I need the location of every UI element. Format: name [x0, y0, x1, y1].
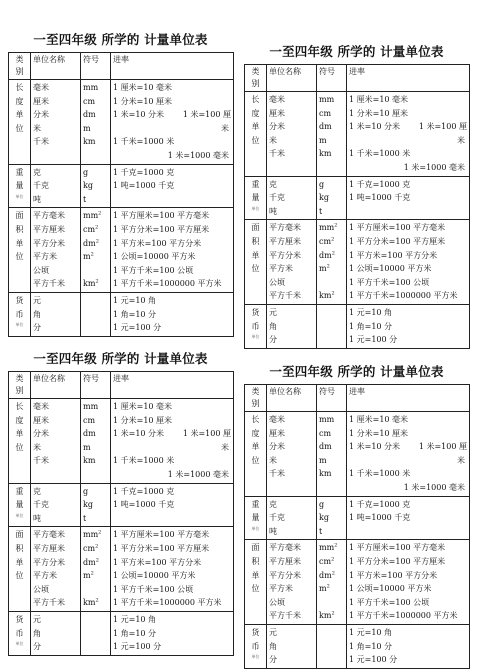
unit-table	[8, 52, 234, 337]
money-row	[9, 292, 234, 336]
header-row	[9, 372, 234, 399]
area-rates: 1 平方厘米=100 平方毫米 1 平方分米=100 平方厘米 1 平方米=100 平方分米 1 公顷=10000 平方米 1 平方千米=100 公顷 1 平方千米=1000000 平方米	[111, 527, 234, 612]
weight-category: 重 量 单位	[9, 483, 31, 527]
weight-rates: 1 千克=1000 克 1 吨=1000 千克	[111, 164, 234, 208]
money-rates: 1 元=10 角 1 角=10 分 1 元=100 分	[347, 304, 470, 348]
header-rate: 进率	[347, 65, 470, 92]
length-category: 长 度 单 位	[9, 80, 31, 165]
header-rate: 进率	[111, 372, 234, 399]
weight-row	[245, 496, 470, 540]
money-names: 元 角 分	[31, 611, 81, 655]
weight-names: 克 千克 吨	[31, 483, 81, 527]
money-row	[245, 304, 470, 348]
unit-table	[244, 384, 470, 669]
area-category: 面 积 单 位	[245, 220, 267, 305]
money-rates: 1 元=10 角 1 角=10 分 1 元=100 分	[111, 292, 234, 336]
header-name: 单位名称	[267, 65, 317, 92]
weight-category: 重 量 单位	[245, 496, 267, 540]
area-rates: 1 平方厘米=100 平方毫米 1 平方分米=100 平方厘米 1 平方米=100 平方分米 1 公顷=10000 平方米 1 平方千米=100 公顷 1 平方千米=1000000 平方米	[347, 540, 470, 625]
length-rates: 1 厘米=10 毫米 1 分米=10 厘米 1 米=10 分米 1 米=100 厘 米 1 千米=1000 米 1 米=1000 毫米	[347, 412, 470, 497]
length-names: 毫米 厘米 分米 米 千米	[267, 412, 317, 497]
length-names: 毫米 厘米 分米 米 千米	[267, 92, 317, 177]
area-row	[245, 220, 470, 305]
area-row	[9, 208, 234, 293]
weight-category: 重 量 单位	[9, 164, 31, 208]
header-symbol: 符号	[81, 53, 111, 80]
money-row	[9, 611, 234, 655]
area-names: 平方毫米 平方厘米 平方分米 平方米 公顷 平方千米	[267, 540, 317, 625]
area-category: 面 积 单 位	[9, 208, 31, 293]
money-symbols	[81, 611, 111, 655]
weight-symbols: g kg t	[81, 483, 111, 527]
money-symbols	[317, 304, 347, 348]
area-symbols: $mm^2$ $cm^2$ $dm^2$ $m^2$ $km^2$	[81, 208, 111, 293]
length-names: 毫米 厘米 分米 米 千米	[31, 80, 81, 165]
length-symbols: mm cm dm m km	[81, 399, 111, 484]
unit-table	[244, 64, 470, 349]
money-category: 货 币 单位	[9, 611, 31, 655]
money-category: 货 币 单位	[245, 304, 267, 348]
money-symbols	[81, 292, 111, 336]
length-row	[9, 80, 234, 165]
header-row	[245, 385, 470, 412]
header-rate: 进率	[347, 385, 470, 412]
length-category: 长 度 单 位	[245, 92, 267, 177]
header-name: 单位名称	[267, 385, 317, 412]
weight-rates: 1 千克=1000 克 1 吨=1000 千克	[347, 496, 470, 540]
header-row	[9, 53, 234, 80]
length-row	[245, 92, 470, 177]
area-names: 平方毫米 平方厘米 平方分米 平方米 公顷 平方千米	[31, 208, 81, 293]
length-names: 毫米 厘米 分米 米 千米	[31, 399, 81, 484]
header-category: 类 别	[9, 53, 31, 80]
weight-symbols: g kg t	[81, 164, 111, 208]
money-category: 货 币 单位	[9, 292, 31, 336]
area-names: 平方毫米 平方厘米 平方分米 平方米 公顷 平方千米	[267, 220, 317, 305]
header-category: 类 别	[245, 65, 267, 92]
length-symbols: mm cm dm m km	[317, 92, 347, 177]
area-symbols: $mm^2$ $cm^2$ $dm^2$ $m^2$ $km^2$	[317, 540, 347, 625]
header-name: 单位名称	[31, 53, 81, 80]
money-row	[245, 624, 470, 668]
header-rate: 进率	[111, 53, 234, 80]
money-names: 元 角 分	[31, 292, 81, 336]
money-rates: 1 元=10 角 1 角=10 分 1 元=100 分	[111, 611, 234, 655]
length-rates: 1 厘米=10 毫米 1 分米=10 厘米 1 米=10 分米 1 米=100 厘 米 1 千米=1000 米 1 米=1000 毫米	[111, 399, 234, 484]
header-category: 类 别	[245, 385, 267, 412]
header-name: 单位名称	[31, 372, 81, 399]
sheet-title: 一至四年级 所学的 计量单位表	[269, 44, 444, 59]
weight-names: 克 千克 吨	[31, 164, 81, 208]
area-row	[245, 540, 470, 625]
length-symbols: mm cm dm m km	[317, 412, 347, 497]
length-category: 长 度 单 位	[245, 412, 267, 497]
money-category: 货 币 单位	[245, 624, 267, 668]
weight-names: 克 千克 吨	[267, 496, 317, 540]
weight-row	[9, 483, 234, 527]
header-row	[245, 65, 470, 92]
area-names: 平方毫米 平方厘米 平方分米 平方米 公顷 平方千米	[31, 527, 81, 612]
money-names: 元 角 分	[267, 304, 317, 348]
area-rates: 1 平方厘米=100 平方毫米 1 平方分米=100 平方厘米 1 平方米=100 平方分米 1 公顷=10000 平方米 1 平方千米=100 公顷 1 平方千米=1000000 平方米	[347, 220, 470, 305]
weight-row	[245, 176, 470, 220]
weight-symbols: g kg t	[317, 496, 347, 540]
header-symbol: 符号	[317, 65, 347, 92]
length-row	[9, 399, 234, 484]
area-category: 面 积 单 位	[245, 540, 267, 625]
header-symbol: 符号	[317, 385, 347, 412]
money-symbols	[317, 624, 347, 668]
weight-rates: 1 千克=1000 克 1 吨=1000 千克	[347, 176, 470, 220]
length-category: 长 度 单 位	[9, 399, 31, 484]
sheet-title: 一至四年级 所学的 计量单位表	[269, 364, 444, 379]
area-category: 面 积 单 位	[9, 527, 31, 612]
weight-symbols: g kg t	[317, 176, 347, 220]
length-rates: 1 厘米=10 毫米 1 分米=10 厘米 1 米=10 分米 1 米=100 厘 米 1 千米=1000 米 1 米=1000 毫米	[111, 80, 234, 165]
length-symbols: mm cm dm m km	[81, 80, 111, 165]
sheet-title: 一至四年级 所学的 计量单位表	[33, 32, 208, 47]
length-row	[245, 412, 470, 497]
sheet-title: 一至四年级 所学的 计量单位表	[33, 351, 208, 366]
weight-rates: 1 千克=1000 克 1 吨=1000 千克	[111, 483, 234, 527]
header-symbol: 符号	[81, 372, 111, 399]
money-names: 元 角 分	[267, 624, 317, 668]
area-rates: 1 平方厘米=100 平方毫米 1 平方分米=100 平方厘米 1 平方米=100 平方分米 1 公顷=10000 平方米 1 平方千米=100 公顷 1 平方千米=1000000 平方米	[111, 208, 234, 293]
weight-names: 克 千克 吨	[267, 176, 317, 220]
header-category: 类 别	[9, 372, 31, 399]
length-rates: 1 厘米=10 毫米 1 分米=10 厘米 1 米=10 分米 1 米=100 厘 米 1 千米=1000 米 1 米=1000 毫米	[347, 92, 470, 177]
money-rates: 1 元=10 角 1 角=10 分 1 元=100 分	[347, 624, 470, 668]
unit-table	[8, 371, 234, 656]
area-row	[9, 527, 234, 612]
area-symbols: $mm^2$ $cm^2$ $dm^2$ $m^2$ $km^2$	[81, 527, 111, 612]
area-symbols: $mm^2$ $cm^2$ $dm^2$ $m^2$ $km^2$	[317, 220, 347, 305]
weight-row	[9, 164, 234, 208]
weight-category: 重 量 单位	[245, 176, 267, 220]
